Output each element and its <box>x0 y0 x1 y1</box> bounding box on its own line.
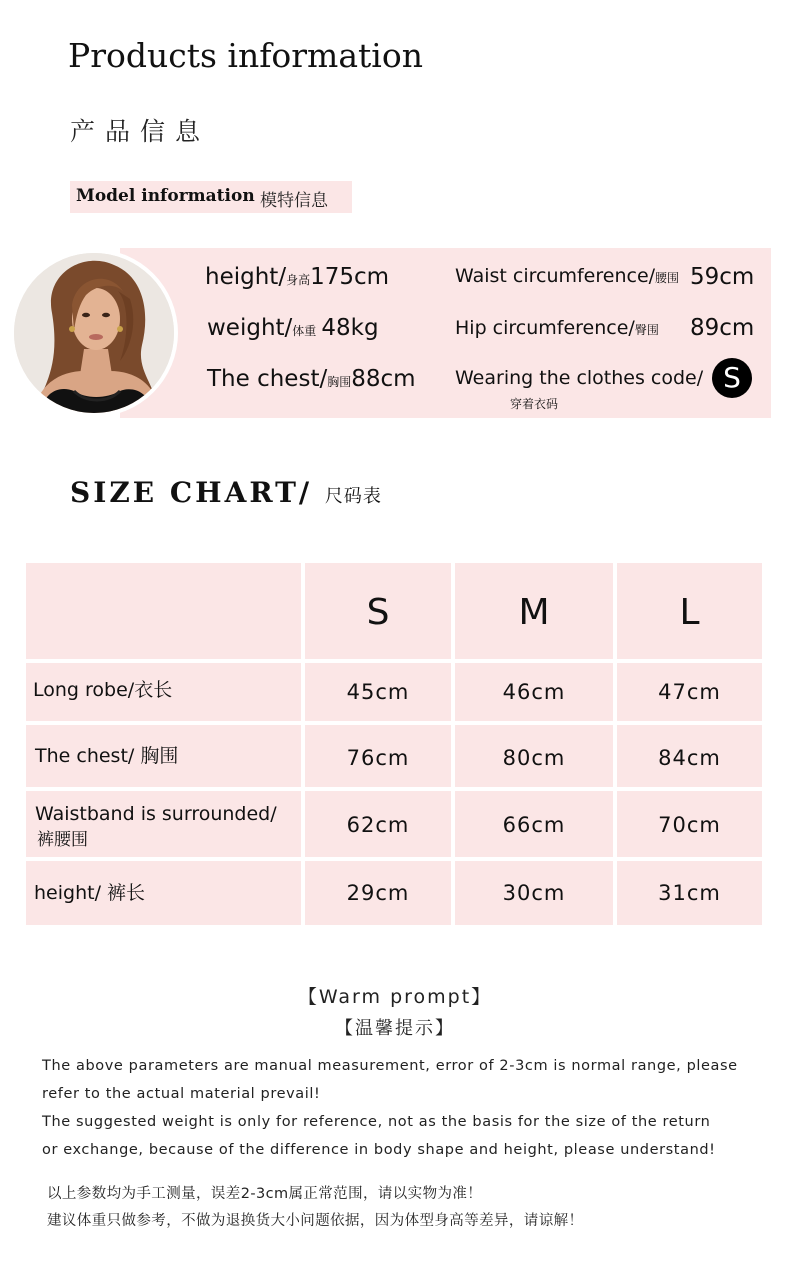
table-cell: 66cm <box>455 791 613 857</box>
model-weight-cn: 体重 <box>292 324 317 338</box>
table-row-label-cell <box>26 861 301 925</box>
model-height <box>205 264 389 290</box>
warm-prompt-line: The suggested weight is only for reference, not as the basis for the size of the return <box>42 1114 711 1130</box>
warm-prompt-line-cn: 以上参数均为手工测量，误差2-3cm属正常范围，请以实物为准！ <box>47 1186 483 1202</box>
model-info-label-cn: 模特信息 <box>260 191 328 211</box>
warm-prompt-line: The above parameters are manual measurement, error of 2-3cm is normal range, please <box>42 1058 738 1074</box>
table-cell: 80cm <box>455 725 613 787</box>
row-label-height: height/ 裤长 <box>34 882 146 904</box>
model-photo <box>14 253 174 413</box>
model-info-tag <box>70 181 352 213</box>
model-chest-label: The chest/ <box>207 366 328 392</box>
model-wearing-cn: 穿着衣码 <box>510 397 559 411</box>
model-height-value: 175cm <box>310 264 390 290</box>
model-chest-value: 88cm <box>351 366 416 392</box>
model-waist-value: 59cm <box>690 264 755 290</box>
warm-prompt-line: or exchange, because of the difference in body shape and height, please understand! <box>42 1142 716 1158</box>
row-label-waistband: Waistband is surrounded/ <box>35 803 277 825</box>
model-hip-value: 89cm <box>690 315 755 341</box>
model-waist-cn: 腰围 <box>655 271 680 285</box>
warm-prompt-title-cn: 【温馨提示】 <box>335 1018 455 1039</box>
model-avatar <box>10 249 178 417</box>
size-chart-title <box>70 476 382 509</box>
model-chest <box>207 366 416 392</box>
page-subtitle-cn: 产品信息 <box>70 117 211 146</box>
model-height-cn: 身高 <box>286 273 311 287</box>
row-label-chest: The chest/ 胸围 <box>35 745 179 767</box>
model-weight <box>207 315 379 341</box>
table-cell: 47cm <box>617 663 762 721</box>
wearing-size-badge: S <box>712 358 752 398</box>
size-header-m: M <box>455 563 613 659</box>
row-label-waistband-cn: 裤腰围 <box>37 830 88 850</box>
model-hip-label: Hip circumference/ <box>455 317 635 339</box>
table-cell: 70cm <box>617 791 762 857</box>
warm-prompt-line: refer to the actual material prevail! <box>42 1086 321 1102</box>
table-cell: 30cm <box>455 861 613 925</box>
model-wearing-label: Wearing the clothes code/ <box>455 367 704 389</box>
size-chart-title-cn: 尺码表 <box>324 486 382 507</box>
model-weight-value: 48kg <box>321 315 379 341</box>
table-row-label-cell <box>26 663 301 721</box>
model-info-label-en: Model information <box>76 186 255 206</box>
warm-prompt-line-cn: 建议体重只做参考，不做为退换货大小问题依据，因为体型身高等差异，请谅解！ <box>47 1213 584 1229</box>
table-cell: 76cm <box>305 725 451 787</box>
table-row-label-cell <box>26 791 301 857</box>
table-cell: 45cm <box>305 663 451 721</box>
table-cell: 29cm <box>305 861 451 925</box>
size-chart-title-en: SIZE CHART/ <box>70 476 313 509</box>
warm-prompt-title-en: 【Warm prompt】 <box>297 986 493 1008</box>
table-cell: 31cm <box>617 861 762 925</box>
table-row-label-cell <box>26 725 301 787</box>
size-header-l: L <box>617 563 762 659</box>
table-header-empty-cell <box>26 563 301 659</box>
table-cell: 46cm <box>455 663 613 721</box>
table-cell: 84cm <box>617 725 762 787</box>
model-chest-cn: 胸围 <box>327 375 352 389</box>
size-header-s: S <box>305 563 451 659</box>
model-height-label: height/ <box>205 264 287 290</box>
model-waist-label: Waist circumference/ <box>455 265 656 287</box>
model-hip <box>455 317 659 339</box>
model-weight-label: weight/ <box>207 315 293 341</box>
row-label-long-robe: Long robe/衣长 <box>33 679 173 701</box>
table-cell: 62cm <box>305 791 451 857</box>
model-hip-cn: 臀围 <box>634 323 659 337</box>
model-waist <box>455 265 679 287</box>
page-title: Products information <box>68 36 423 75</box>
